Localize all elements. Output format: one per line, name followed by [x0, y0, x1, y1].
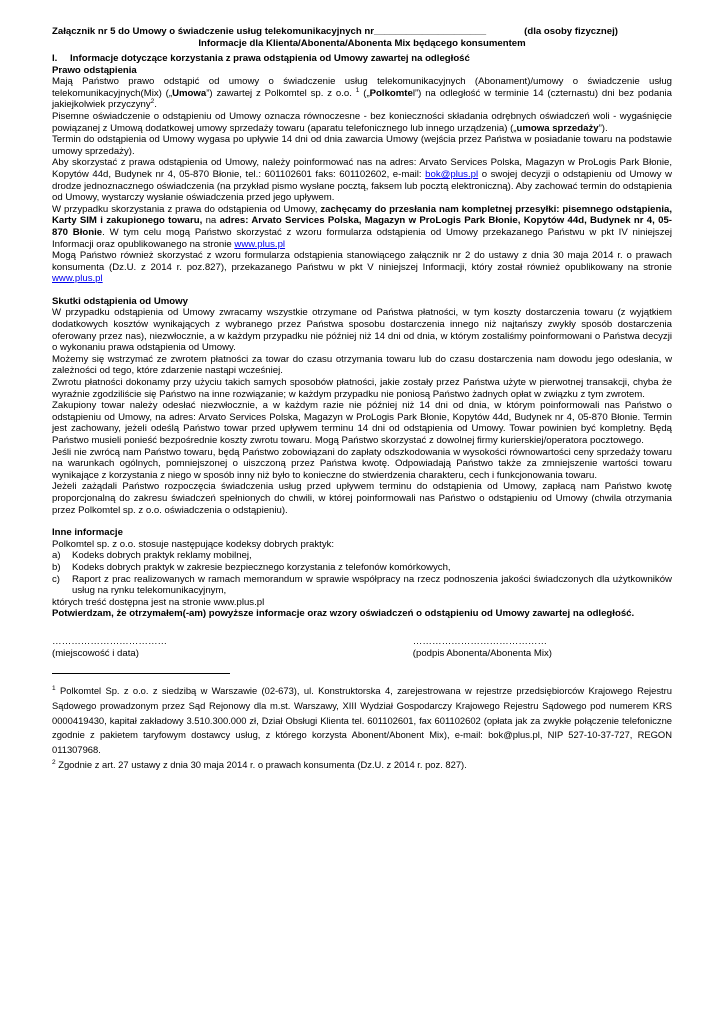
section-number: I.: [52, 53, 58, 64]
plus-link[interactable]: www.plus.pl: [52, 273, 103, 285]
prawo-paragraph-6: Mogą Państwo również skorzystać z wzoru formularza odstąpienia stanowiącego załącznik nr 2 do ustawy z dnia 30 maja 2014 r. o prawach konsumenta (Dz.U. z 2014 r. poz.827), przekazanego Państwu w pkt V niniejszej Informacji, który został również opublikowany na stronie www.plus.pl: [52, 250, 672, 285]
inne-outro: których treść dostępna jest na stronie www.plus.pl: [52, 596, 265, 608]
skutki-paragraph-4: Zakupiony towar należy odesłać niezwłocznie, a w każdym razie nie później niż 14 dni od dnia, w którym poinformowali nas Państwo o odstąpieniu od Umowy, na adres: Arvato Services Polska, Magazyn w ProLogis Park Błonie, Kopytów 44d, Budynek nr 4, 05-870 Błonie. Termin jest zachowany, jeżeli odeślą Państwo towar przed upływem terminu 14 dni od odstąpienia od Umowy. Towar powinien być kompletny. Będą Państwo musieli ponieść bezpośrednie koszty zwrotu towaru. Mogą Państwo skorzystać z dowolnej firmy kurierskiej/operatora pocztowego.: [52, 400, 672, 446]
signature-block: [52, 636, 672, 659]
skutki-paragraph-2: Możemy się wstrzymać ze zwrotem płatności za towar do czasu otrzymania towaru lub do czasu dostarczenia nam dowodu jego odesłania, w zależności od tego, które zdarzenie nastąpi wcześniej.: [52, 353, 672, 377]
list-item: b) Kodeks dobrych praktyk w zakresie bezpiecznego korzystania z telefonów komórkowych,: [52, 561, 451, 573]
skutki-heading: Skutki odstąpienia od Umowy: [52, 295, 188, 307]
header-variant: (dla osoby fizycznej): [524, 26, 618, 37]
section-heading: [52, 53, 672, 65]
inne-heading: Inne informacje: [52, 527, 123, 539]
prawo-paragraph-4: Aby skorzystać z prawa odstąpienia od Umowy, należy poinformować nas na adres: Arvato Services Polska, Magazyn w ProLogis Park Błonie, Kopytów 44d, Budynek nr 4, 05-870 Błonie, tel.: 601102601 faks: 601102602, e-mail: bok@plus.pl o swojej decyzji o odstąpieniu od Umowy w drodze jednoznacznego oświadczenia (na przykład pismo wysłane pocztą, faksem lub pocztą elektroniczną). Aby zachować termin do odstąpienia od Umowy, wystarczy wysłanie oświadczenia przed jego upływem.: [52, 157, 672, 204]
signature-field: …………………………………… (podpis Abonenta/Abonenta Mix): [412, 635, 552, 659]
document-subtitle: Informacje dla Klienta/Abonenta/Abonenta Mix będącego konsumentem: [198, 38, 526, 49]
confirmation-statement: Potwierdzam, że otrzymałem(-am) powyższe informacje oraz wzory oświadczeń o odstąpieniu od Umowy zawartej na odległość.: [52, 608, 635, 620]
skutki-paragraph-6: Jeżeli zażądali Państwo rozpoczęcia świadczenia usług przed upływem terminu do odstąpienia od Umowy, zapłacą nam Państwo kwotę proporcjonalną do zakresu świadczeń spełnionych do chwili, w której poinformowali nas Państwo o odstąpieniu od Umowy (chwila otrzymania przez Polkomtel sp. z o.o. oświadczenia o odstąpieniu).: [52, 481, 672, 516]
skutki-paragraph-1: W przypadku odstąpienia od Umowy zwracamy wszystkie otrzymane od Państwa płatności, w tym koszty dostarczenia towaru (z wyjątkiem dodatkowych kosztów wynikających z wybranego przez Państwa sposobu dostarczenia innego niż najtańszy zwykły sposób dostarczenia oferowany przez nas), niezwłocznie, a w każdym przypadku nie później niż 14 dni od dnia, w którym zostaliśmy poinformowani o Państwa decyzji o wykonaniu prawa odstąpienia od Umowy.: [52, 307, 672, 354]
place-date-field: ……………………………… (miejscowość i data): [52, 635, 168, 659]
email-link[interactable]: bok@plus.pl: [425, 168, 479, 180]
skutki-paragraph-3: Zwrotu płatności dokonamy przy użyciu takich samych sposobów płatności, jakie zostały przez Państwa użyte w pierwotnej transakcji, chyba że wyraźnie zgodziliście się Państwo na inne rozwiązanie; w każdym przypadku nie poniosą Państwo żadnych opłat w związku z tym zwrotem.: [52, 377, 672, 400]
plus-link[interactable]: www.plus.pl: [234, 238, 286, 250]
prawo-paragraph-1: Mają Państwo prawo odstąpić od umowy o świadczenie usług telekomunikacyjnych (Abonament)/umowy o świadczenie usług telekomunikacyjnych(Mix) („Umowa”) zawartej z Polkomtel sp. z o.o. $^1$ („Polkomtel”) na odległość w terminie 14 (czternastu) dni bez podania jakiejkolwiek przyczyny$^2$.: [52, 76, 672, 111]
prawo-paragraph-2: Pisemne oświadczenie o odstąpieniu od Umowy oznacza równoczesne - bez konieczności składania odrębnych oświadczeń woli - wygaśnięcie powiązanej z Umową dodatkowej umowy sprzedaży towaru (aparatu telefonicznego lub innego urządzenia) („umowa sprzedaży”).: [52, 110, 672, 134]
prawo-paragraph-5: W przypadku skorzystania z prawa do odstąpienia od Umowy, zachęcamy do przesłania nam kompletnej przesyłki: pisemnego odstąpienia, Karty SIM i zakupionego towaru, na adres: Arvato Services Polska, Magazyn w ProLogis Park Błonie, Kopytów 44d, Budynek nr 4, 05-870 Błonie. W tym celu mogą Państwo skorzystać z wzoru formularza odstąpienia od Umowy przekazanego Państwu w pkt IV niniejszej Informacji oraz opublikowanego na stronie www.plus.pl: [52, 203, 672, 250]
prawo-heading: Prawo odstąpienia: [52, 64, 137, 76]
document-header: [52, 26, 672, 38]
skutki-paragraph-5: Jeśli nie zwrócą nam Państwo towaru, będą Państwo zobowiązani do zapłaty odszkodowania w wysokości równowartości ceny sprzedaży towaru na warunkach ogólnych, pomniejszonej o uiszczoną przez Państwa kwotę. Odpowiadają Państwo także za zmniejszenie wartości towaru wynikające z korzystania z niego w sposób inny niż było to konieczne do stwierdzenia charakteru, cech i funkcjonowania towaru.: [52, 446, 672, 481]
prawo-paragraph-3: Termin do odstąpienia od Umowy wygasa po upływie 14 dni od dnia zawarcia Umowy (wejścia przez Państwa w posiadanie towaru na podstawie umowy sprzedaży).: [52, 134, 672, 157]
section-title: Informacje dotyczące korzystania z prawa odstąpienia od Umowy zawartej na odległość: [70, 53, 470, 64]
inne-intro: Polkomtel sp. z o.o. stosuje następujące kodeksy dobrych praktyk:: [52, 538, 335, 550]
codes-list: [52, 550, 672, 596]
footnote-1: $^1$ Polkomtel Sp. z o.o. z siedzibą w Warszawie (02-673), ul. Konstruktorska 4, zarejestrowana w rejestrze przedsiębiorców Krajowego Rejestru Sądowego prowadzonym przez Sąd Rejonowy dla m.st. Warszawy, XIII Wydział Gospodarczy Krajowego Rejestru Sądowego pod numerem KRS 0000419430, kapitał zakładowy 3.510.300.000 zł, Dział Obsługi Klienta tel. 601102601, fax 601102602 (opłata jak za zwykłe połączenie telefoniczne zgodnie z pakietem taryfowym dostawcy usług, z którego korzysta Abonent/Abonent Mix), e-mail: bok@plus.pl, NIP 527-10-37-727, REGON 011307968.: [52, 684, 672, 756]
list-item: a) Kodeks dobrych praktyk reklamy mobilnej,: [52, 550, 252, 562]
document-page: [52, 26, 672, 773]
list-item: c) Raport z prac realizowanych w ramach memorandum w sprawie współpracy na rzecz podnoszenia jakości świadczonych dla użytkowników usług na rynku telekomunikacyjnym,: [52, 573, 672, 597]
footnote-2: $^2$ Zgodnie z art. 27 ustawy z dnia 30 maja 2014 r. o prawach konsumenta (Dz.U. z 2014 r. poz. 827).: [52, 758, 467, 771]
header-title: Załącznik nr 5 do Umowy o świadczenie usług telekomunikacyjnych nr_____________________: [52, 26, 487, 37]
footnote-divider: [52, 673, 230, 674]
